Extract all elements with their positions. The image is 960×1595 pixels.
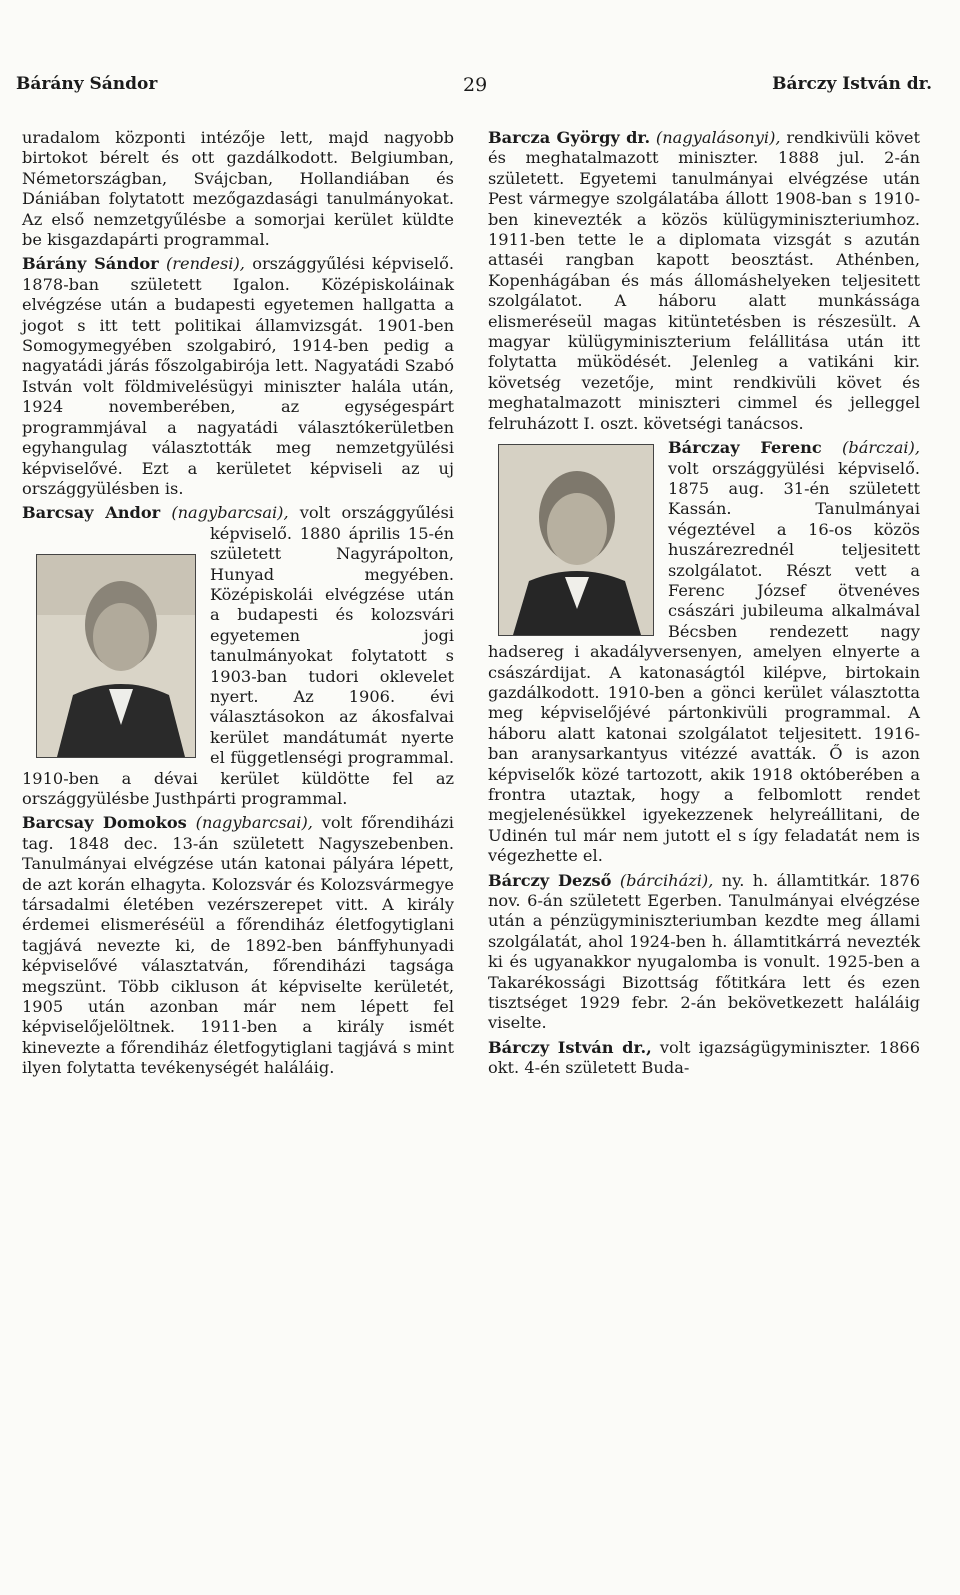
- entry-name: Bárány Sándor: [22, 254, 159, 274]
- portrait-image: [37, 555, 195, 757]
- entry-text: volt országgyülési képviselő. 1875 aug. 31-én született Kassán. Tanulmányai végeztével a 16-os közös huszárezrednél teljesitett szolgálatot. Részt vett a Ferenc József ötvenéves császári jubileuma alkalmával Bécsben rendezett nagy hadsereg i akadályversenyen, amelyen elnyerte a császárdijat. A katonaságtól kilépve, birtokain gazdálkodott. 1910-ben a gönci kerület választotta meg képviselőjévé pártonkivüli programmal. A háboru alatt katonai szolgálatot teljesitett. 1916-ban aranysarkantyus vitézzé avatták. Ő is azon képviselők közé tartozott, akik 1918 októberében a frontra utaztak, hogy a felbomlott rendet megjelenésükkel igyekezzenek helyreállitani, de Udinén tul már nem jutott el s így feladatát nem is végezhette el.: [488, 458, 920, 866]
- entry-name: Barcsay Domokos: [22, 813, 187, 833]
- entry-text: országgyűlési képviselő. 1878-ban született Igalon. Középiskoláinak elvégzése után a budapesti egyetemen hallgatta a jogot s itt tett politikai államvizsgát. 1901-ben Somogymegyében szolgabiró, 1914-ben pedig a nagyatádi járás főszolgabirója lett. Nagyatádi Szabó István volt földmivelésügyi miniszter halála után, 1924 novemberében, az egységespárt programmjával a nagyatádi választókerületben egyhangulag választották meg nemzetgyülési képviselővé. Ezt a kerületet képviseli az uj országgyülésben is.: [22, 254, 454, 498]
- entry-epithet: (nagyalásonyi),: [655, 128, 781, 147]
- entry-barcsay-andor: [22, 503, 454, 809]
- entry-barcza-gyorgy: [488, 128, 920, 434]
- running-head-right: Bárczy István dr.: [772, 74, 932, 94]
- entry-continued: uradalom központi intézője lett, majd nagyobb birtokot bérelt és ott gazdálkodott. Belgiumban, Németországban, Svájcban, Hollandiában és Dániában folytatott mezőgazdasági tanulmányokat. Az első nemzetgyűlésbe a somorjai kerület küldte be kisgazdapárti programmal.: [22, 128, 454, 250]
- entry-barczay-ferenc: [488, 438, 920, 867]
- entry-name: Barcza György dr.: [488, 128, 651, 147]
- entry-barany-sandor: [22, 254, 454, 499]
- entry-name: Bárczy Dezső: [488, 870, 612, 890]
- entry-text: volt főrendiházi tag. 1848 dec. 13-án született Nagyszebenben. Tanulmányai elvégzése után katonai pályára lépett, de azt korán elhagyta. Kolozsvár és Kolozsvármegye társadalmi életében vezérszerepet vitt. A király érdemei elismeréséül a főrendiház életfogytiglani tagjává nevezte ki, de 1892-ben bánffyhunyadi képviselővé választatván, főrendiházi tagsága megszünt. Több cikluson át képviselte kerületét, 1905 után azonban már nem lépett fel képviselőjelöltnek. 1911-ben a király ismét kinevezte a főrendiház életfogytiglani tagjává s mint ilyen folytatta tevékenységét haláláig.: [22, 813, 454, 1078]
- portrait-photo: [36, 554, 196, 758]
- entry-text: rendkivüli követ és meghatalmazott miniszter. 1888 jul. 2-án született. Egyetemi tanulmányai elvégzése után Pest vármegye szolgálatába állott 1908-ban s 1910-ben kinevezték a közös külügyminiszteriumhoz. 1911-ben tette le a diplomata vizsgát s azután attaséi rangban kapott beosztást. Athénben, Kopenhágában és más állomáshelyeken teljesitett szolgálatot. A háboru alatt munkássága elismeréseül magas kitüntetésben is részesült. A magyar külügyminiszterium felállitása után itt folytatta müködését. Jelenleg a vatikáni kir. követség vezetője, mint rendkivüli követ és meghatalmazott miniszteri cimmel és jelleggel felruházott I. oszt. követségi tanácsos.: [488, 128, 920, 433]
- entry-barczy-dezso: [488, 871, 920, 1034]
- entry-text: ny. h. államtitkár. 1876 nov. 6-án született Egerben. Tanulmányai elvégzése után a pénzügyminiszteriumban kezdte meg állami szolgálatát, ahol 1924-ben h. államtitkárrá nevezték ki és ugyanakkor nyugalomba is vonult. 1925-ben a Takarékossági Bizottság főtitkára lett és ezen tisztséget 1929 febr. 2-án bekövetkezett haláláig viselte.: [488, 870, 920, 1033]
- portrait-image: [499, 445, 653, 635]
- entry-epithet: (nagybarcsai),: [171, 503, 289, 523]
- entry-epithet: (bárciházi),: [619, 870, 714, 890]
- entry-epithet: (nagybarcsai),: [195, 813, 313, 833]
- entry-name: Bárczy István dr.,: [488, 1037, 652, 1057]
- running-head-left: Bárány Sándor: [16, 74, 158, 94]
- right-column: [488, 128, 920, 1083]
- entry-epithet: (rendesi),: [165, 254, 245, 274]
- entry-barczy-istvan: [488, 1038, 920, 1079]
- portrait-photo: [498, 444, 654, 636]
- page-number: 29: [463, 74, 488, 96]
- entry-name: Barcsay Andor: [22, 503, 161, 523]
- left-column: [22, 128, 454, 1083]
- entry-barcsay-domokos: [22, 813, 454, 1078]
- entry-text: volt országgyűlési képviselő. 1880 április 15-én született Nagyrápolton, Hunyad megyében. Középiskolái elvégzése után a budapesti és kolozsvári egyetemen jogi tanulmányokat folytatott s 1903-ban tudori oklevelet nyert. Az 1906. évi választásokon az ákosfalvai kerület mandátumát nyerte el függetlenségi programmal. 1910-ben a dévai kerület küldötte fel az országgyülésbe Justhpárti programmal.: [22, 503, 454, 808]
- entry-text: volt igazságügyminiszter. 1866 okt. 4-én született Buda-: [488, 1037, 920, 1078]
- entry-epithet: (bárczai),: [842, 438, 920, 458]
- entry-name: Bárczay Ferenc: [668, 438, 822, 458]
- page-header: [16, 74, 944, 102]
